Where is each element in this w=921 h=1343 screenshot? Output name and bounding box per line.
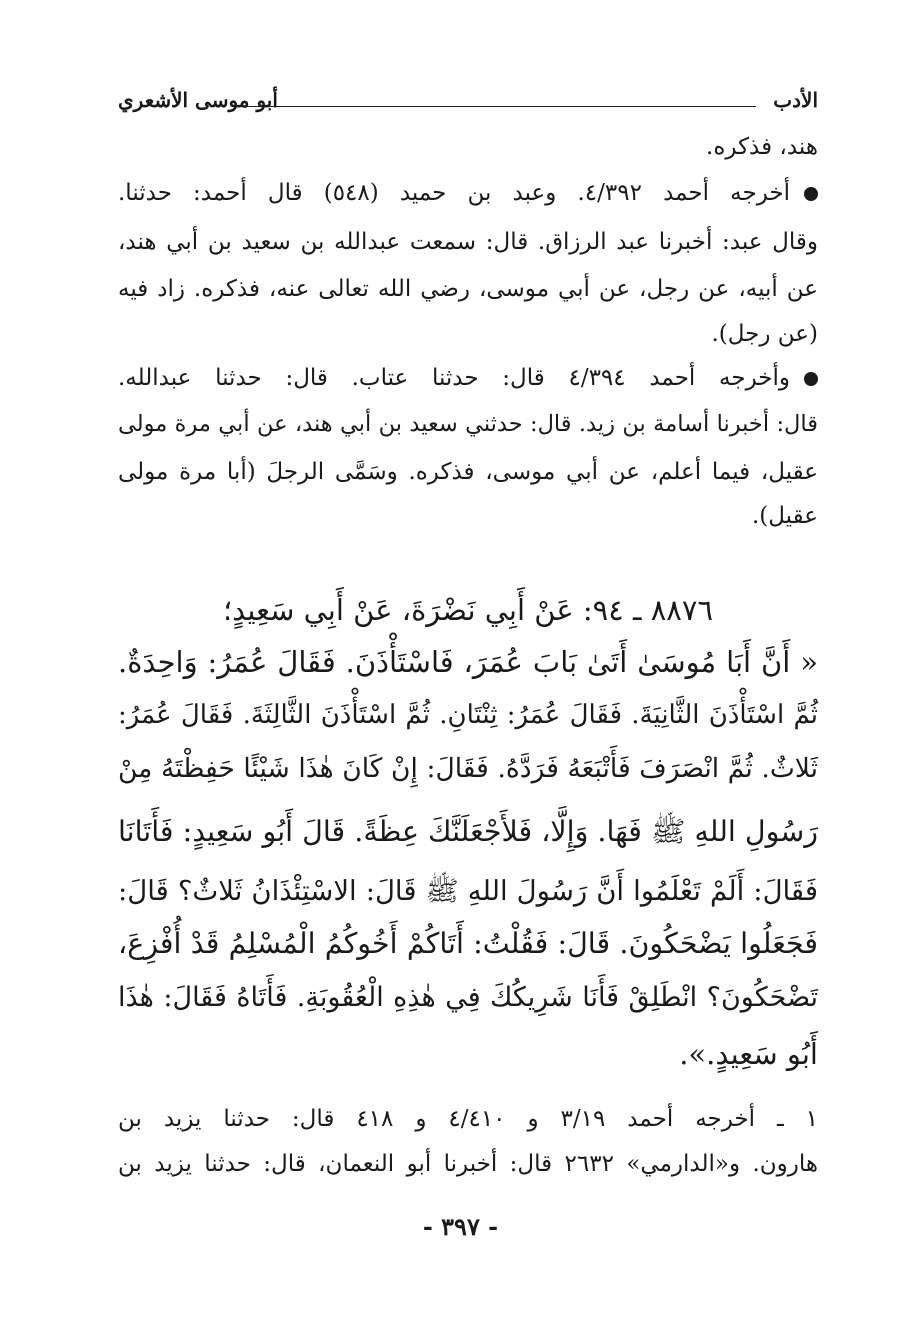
note-line: وقال عبد: أخبرنا عبد الرزاق. قال: سمعت عبدالله بن سعيد بن أبي هند، [118, 229, 818, 255]
note-line: (عن رجل). [711, 321, 818, 347]
footnote-line: ١ ـ أخرجه أحمد ٣/١٩ و ٤/٤١٠ و ٤١٨ قال: حدثنا يزيد بن [118, 1106, 819, 1132]
hadith-line: فَجَعَلُوا يَضْحَكُونَ. قَالَ: فَقُلْتُ: أَتَاكُمْ أَخُوكُمُ الْمُسْلِمُ قَدْ أُفْزِعَ، [118, 927, 818, 960]
bullet-icon [804, 187, 818, 201]
hadith-line: « أَنَّ أَبَا مُوسَىٰ أَتَىٰ بَابَ عُمَرَ، فَاسْتَأْذَنَ. فَقَالَ عُمَرُ: وَاحِدَةٌ. [118, 645, 818, 679]
note-line [118, 182, 818, 205]
section-title: أبو موسى الأشعري [118, 88, 278, 112]
hadith-line: ثَلاثٌ. ثُمَّ انْصَرَفَ فَأَتْبَعَهُ فَرَدَّهُ. فَقَالَ: إِنْ كَانَ هٰذَا شَيْئًا حَفِظْتَهُ مِنْ [118, 753, 818, 784]
note-line [118, 367, 818, 390]
note-line: هند، فذكره. [706, 134, 818, 160]
chapter-title: الأدب [773, 88, 818, 112]
hadith-line: تَضْحَكُونَ؟ انْطَلِقْ فَأَنَا شَرِيكُكَ فِي هٰذِهِ الْعُقُوبَةِ. فَأَتَاهُ فَقَالَ: هٰذَا [118, 982, 818, 1013]
page-number: - ٣٩٧ - [422, 1212, 499, 1241]
header-rule [236, 106, 756, 107]
note-line: قال: أخبرنا أسامة بن زيد. قال: حدثني سعيد بن أبي هند، عن أبي مرة مولى [118, 411, 818, 437]
hadith-heading: ٨٨٧٦ ـ ٩٤: عَنْ أَبِي نَضْرَةَ، عَنْ أَبِي سَعِيدٍ؛ [222, 593, 714, 627]
hadith-line: ثُمَّ اسْتَأْذَنَ الثَّانِيَةَ. فَقَالَ عُمَرُ: ثِنْتَانِ. ثُمَّ اسْتَأْذَنَ الثَّالِثَةَ. فَقَالَ عُمَرُ: [118, 700, 818, 730]
note-text: وأخرجه أحمد ٤/٣٩٤ قال: حدثنا عتاب. قال: حدثنا عبدالله. [118, 365, 790, 391]
hadith-line: رَسُولِ اللهِ ﷺ فَهَا. وَإِلَّا، فَلأَجْعَلَنَّكَ عِظَةً. قَالَ أَبُو سَعِيدٍ: فَأَتَانَا [118, 815, 818, 848]
hadith-line: أَبُو سَعِيدٍ.». [679, 1037, 818, 1071]
footnote-line: هارون. و«الدارمي» ٢٦٣٢ قال: أخبرنا أبو النعمان، قال: حدثنا يزيد بن [118, 1151, 818, 1177]
running-head [118, 82, 818, 118]
bullet-icon [804, 372, 818, 386]
hadith-line: فَقَالَ: أَلَمْ تَعْلَمُوا أَنَّ رَسُولَ اللهِ ﷺ قَالَ: الاسْتِئْذَانُ ثَلاثٌ؟ قَالَ: [118, 875, 818, 907]
note-line: عقيل). [751, 503, 818, 529]
note-line: عقيل، فيما أعلم، عن أبي موسى، فذكره. وسَمَّى الرجلَ (أبا مرة مولى [118, 459, 818, 485]
note-line: عن أبيه، عن رجل، عن أبي موسى، رضي الله تعالى عنه، فذكره. زاد فيه [118, 276, 818, 302]
note-text: أخرجه أحمد ٤/٣٩٢. وعبد بن حميد (٥٤٨) قال أحمد: حدثنا. [118, 180, 790, 206]
